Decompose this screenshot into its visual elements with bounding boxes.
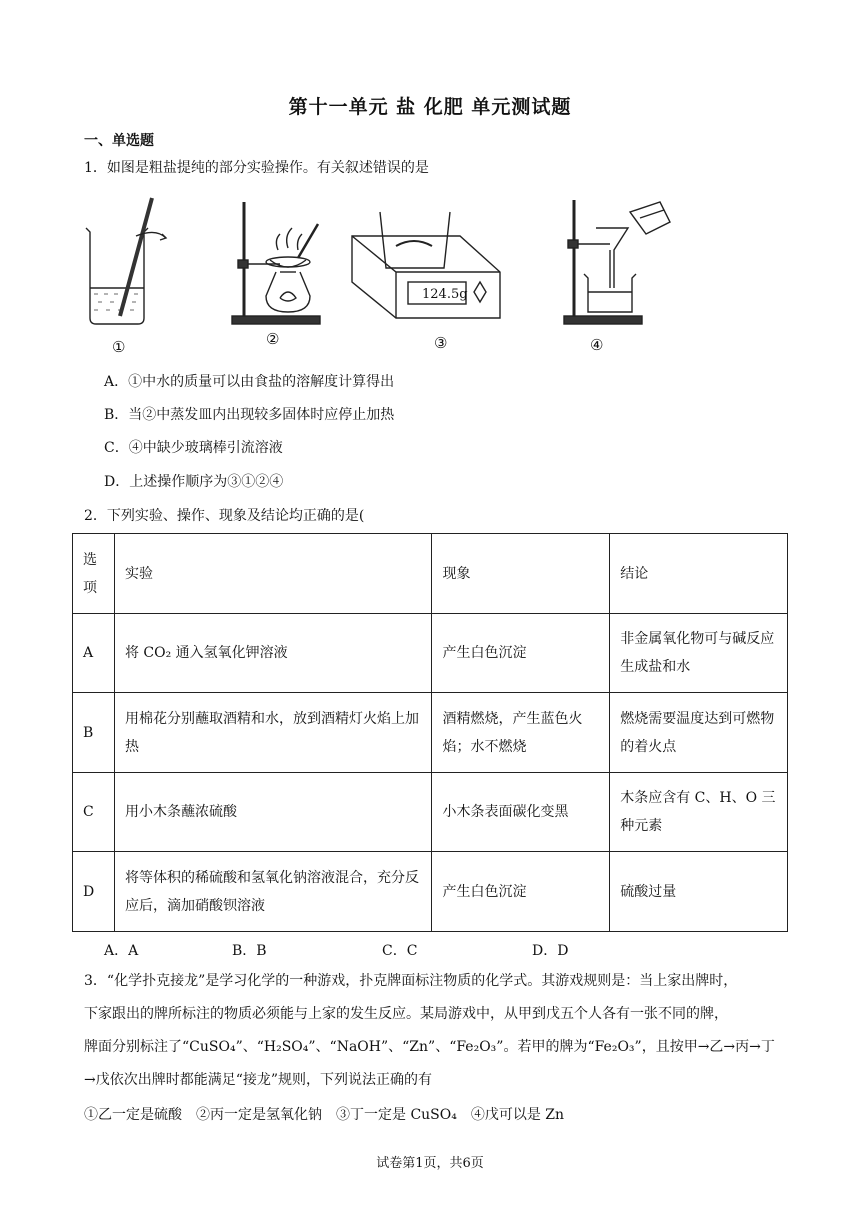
question-3-statements: ①乙一定是硫酸 ②丙一定是氢氧化钠 ③丁一定是 CuSO₄ ④戊可以是 Zn — [84, 1107, 565, 1123]
row-option: B — [73, 693, 115, 773]
header-conclusion: 结论 — [610, 534, 788, 614]
row-conclusion: 木条应含有 C、H、O 三种元素 — [610, 773, 788, 852]
header-phenomenon: 现象 — [432, 534, 610, 614]
filtration-figure — [564, 200, 670, 324]
row-phenomenon: 产生白色沉淀 — [432, 852, 610, 932]
table-row — [73, 852, 788, 932]
question-1-stem: 1．如图是粗盐提纯的部分实验操作。有关叙述错误的是 — [84, 160, 429, 176]
experiment-table — [72, 533, 788, 932]
table-header-row — [73, 534, 788, 614]
electronic-balance-figure — [352, 212, 500, 318]
question-2-choice-c: C．C — [382, 943, 418, 959]
question-3-line-2: 下家跟出的牌所标注的物质必须能与上家的发生反应。某局游戏中，从甲到戊五个人各有一张不同的牌， — [84, 1006, 728, 1022]
question-3-line-4: →戊依次出牌时都能满足“接龙”规则，下列说法正确的有 — [84, 1072, 433, 1088]
table-row — [73, 614, 788, 693]
section-heading: 一、单选题 — [84, 133, 154, 149]
question-2-choice-b: B．B — [232, 943, 267, 959]
row-experiment: 用小木条蘸浓硫酸 — [114, 773, 431, 852]
balance-reading: 124.5g — [422, 287, 468, 302]
evaporation-figure — [232, 202, 320, 324]
question-3-line-1: 3．“化学扑克接龙”是学习化学的一种游戏，扑克牌面标注物质的化学式。其游戏规则是：当上家出牌时， — [84, 973, 738, 989]
question-2-stem: 2．下列实验、操作、现象及结论均正确的是( — [84, 508, 365, 524]
header-experiment: 实验 — [114, 534, 431, 614]
question-1-option-b: B．当②中蒸发皿内出现较多固体时应停止加热 — [104, 407, 395, 423]
page-footer: 试卷第1页，共6页 — [376, 1156, 484, 1171]
figure-label-4: ④ — [590, 336, 604, 354]
table-row — [73, 693, 788, 773]
row-phenomenon: 酒精燃烧，产生蓝色火焰；水不燃烧 — [432, 693, 610, 773]
question-2-choice-a: A．A — [104, 943, 139, 959]
question-2-choice-d: D．D — [532, 943, 569, 959]
row-option: D — [73, 852, 115, 932]
table-row — [73, 773, 788, 852]
question-1-option-c: C．④中缺少玻璃棒引流溶液 — [104, 440, 283, 456]
figure-label-2: ② — [266, 330, 280, 348]
row-option: A — [73, 614, 115, 693]
row-experiment: 将等体积的稀硫酸和氢氧化钠溶液混合，充分反应后，滴加硝酸钡溶液 — [114, 852, 431, 932]
row-conclusion: 硫酸过量 — [610, 852, 788, 932]
row-experiment: 用棉花分别蘸取酒精和水，放到酒精灯火焰上加热 — [114, 693, 431, 773]
question-1-figures — [80, 188, 700, 358]
row-option: C — [73, 773, 115, 852]
row-phenomenon: 产生白色沉淀 — [432, 614, 610, 693]
figure-label-3: ③ — [434, 334, 448, 352]
question-1-option-d: D．上述操作顺序为③①②④ — [104, 474, 284, 490]
dissolving-beaker-figure — [86, 198, 166, 324]
question-3-line-3: 牌面分别标注了“CuSO₄”、“H₂SO₄”、“NaOH”、“Zn”、“Fe₂O₃”。若甲的牌为“Fe₂O₃”，且按甲→乙→丙→丁 — [84, 1039, 775, 1055]
row-phenomenon: 小木条表面碳化变黑 — [432, 773, 610, 852]
row-experiment: 将 CO₂ 通入氢氧化钾溶液 — [114, 614, 431, 693]
question-1-option-a: A．①中水的质量可以由食盐的溶解度计算得出 — [104, 374, 395, 390]
lab-apparatus-illustration — [80, 188, 700, 358]
figure-label-1: ① — [112, 338, 126, 356]
row-conclusion: 非金属氧化物可与碱反应生成盐和水 — [610, 614, 788, 693]
header-option: 选项 — [73, 534, 115, 614]
page-title: 第十一单元 盐 化肥 单元测试题 — [288, 96, 572, 118]
row-conclusion: 燃烧需要温度达到可燃物的着火点 — [610, 693, 788, 773]
